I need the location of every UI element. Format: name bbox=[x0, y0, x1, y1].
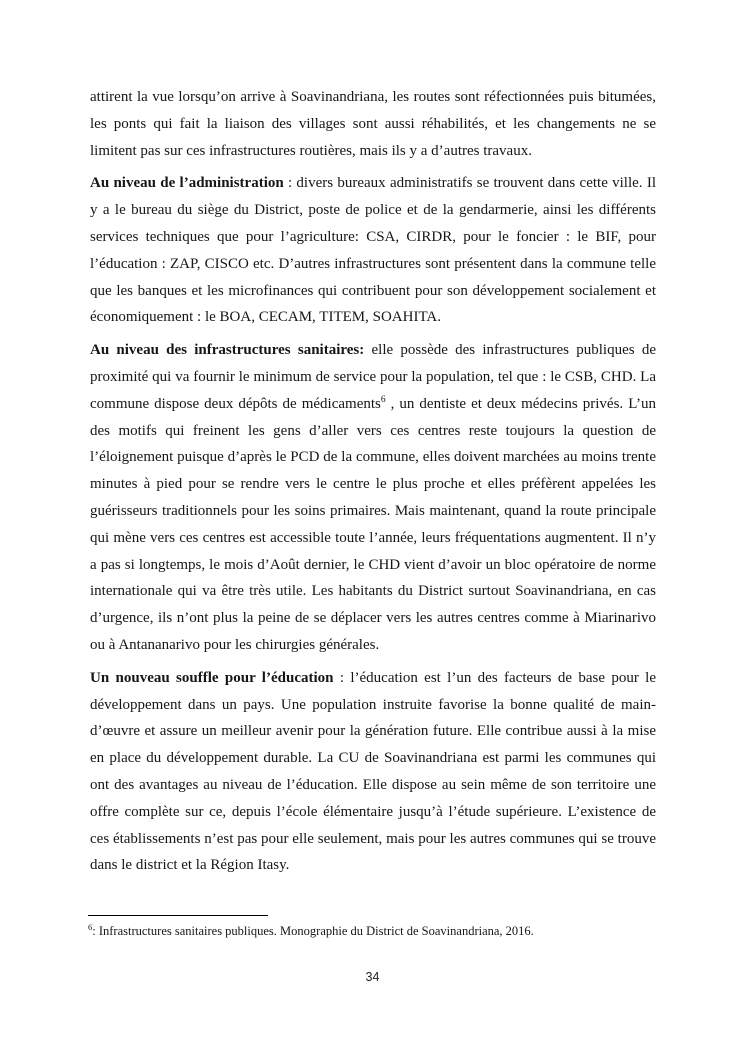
paragraph-health-infrastructure bbox=[90, 337, 656, 659]
page-body bbox=[90, 84, 656, 885]
paragraph-text: elle possède des infrastructures publiques de proximité qui va fournir le minimum de service pour la population, tel que : le CSB, CHD. La commune dispose deux dépôts de médicaments bbox=[90, 342, 656, 412]
paragraph-lead: Au niveau de l’administration bbox=[90, 175, 284, 192]
paragraph-administration bbox=[90, 170, 656, 331]
footnote-text: : Infrastructures sanitaires publiques. Monographie du District de Soavinandriana, 2016. bbox=[92, 924, 534, 938]
footnote-marker: 6 bbox=[88, 921, 93, 932]
footnote-reference: 6 bbox=[380, 394, 386, 405]
paragraph-text: : l’éducation est l’un des facteurs de base pour le développement dans un pays. Une population instruite favorise la bonne qualité de main-d’œuvre et assure un meilleur avenir pour la génération future. Elle contribue aussi à la mise en place du développement durable. La CU de Soavinandriana est parmi les communes qui ont des avantages au niveau de l’éducation. Elle dispose au sein même de son territoire une offre complète sur ce, depuis l’école élémentaire jusqu’à l’étude supérieure. L’existence de ces établissements n’est pas pour elle seulement, mais pour les autres communes qui se trouve dans le district et la Région Itasy. bbox=[90, 669, 657, 874]
paragraph-text: : divers bureaux administratifs se trouvent dans cette ville. Il y a le bureau du siège du District, poste de police et de la gendarmerie, ainsi les différents services techniques que pour l’agriculture: CSA, CIRDR, pour le foncier : le BIF, pour l’éducation : ZAP, CISCO etc. D’autres infrastructures sont présentent dans la commune telle que les banques et les microfinances qui contribuent pour son développement socialement et économiquement : le BOA, CECAM, TITEM, SOAHITA. bbox=[90, 175, 656, 326]
footnote bbox=[88, 923, 654, 940]
page-number: 34 bbox=[365, 970, 380, 984]
footnote-separator bbox=[88, 915, 268, 916]
paragraph-text: attirent la vue lorsqu’on arrive à Soavinandriana, les routes sont réfectionnées puis bitumées, les ponts qui fait la liaison des villages sont aussi réhabilités, et les changements ne se limitent pas sur ces infrastructures routières, mais ils y a d’autres travaux. bbox=[90, 89, 656, 159]
paragraph-lead: Un nouveau souffle pour l’éducation bbox=[90, 669, 334, 686]
paragraph-roads bbox=[90, 84, 656, 164]
paragraph-lead: Au niveau des infrastructures sanitaires: bbox=[90, 342, 365, 359]
paragraph-text: , un dentiste et deux médecins privés. L’un des motifs qui freinent les gens d’aller vers ces centres reste toujours la question de l’éloignement puisque d’après le PCD de la commune, elles doivent marchées au moins trente minutes à pied pour se rendre vers le centre le plus proche et elles préfèrent appelées les guérisseurs traditionnels pour les soins primaires. Mais maintenant, quand la route principale qui mène vers ces centres est accessible toute l’année, leurs fréquentations augmentent. Il n’y a pas si longtemps, le mois d’Août dernier, le CHD vient d’avoir un bloc opératoire de norme internationale qui va être très utile. Les habitants du District surtout Soavinandriana, en cas d’urgence, ils n’ont plus la peine de se déplacer vers les autres centres comme à Miarinarivo ou à Antananarivo pour les chirurgies générales. bbox=[90, 395, 656, 653]
paragraph-education bbox=[90, 665, 656, 879]
